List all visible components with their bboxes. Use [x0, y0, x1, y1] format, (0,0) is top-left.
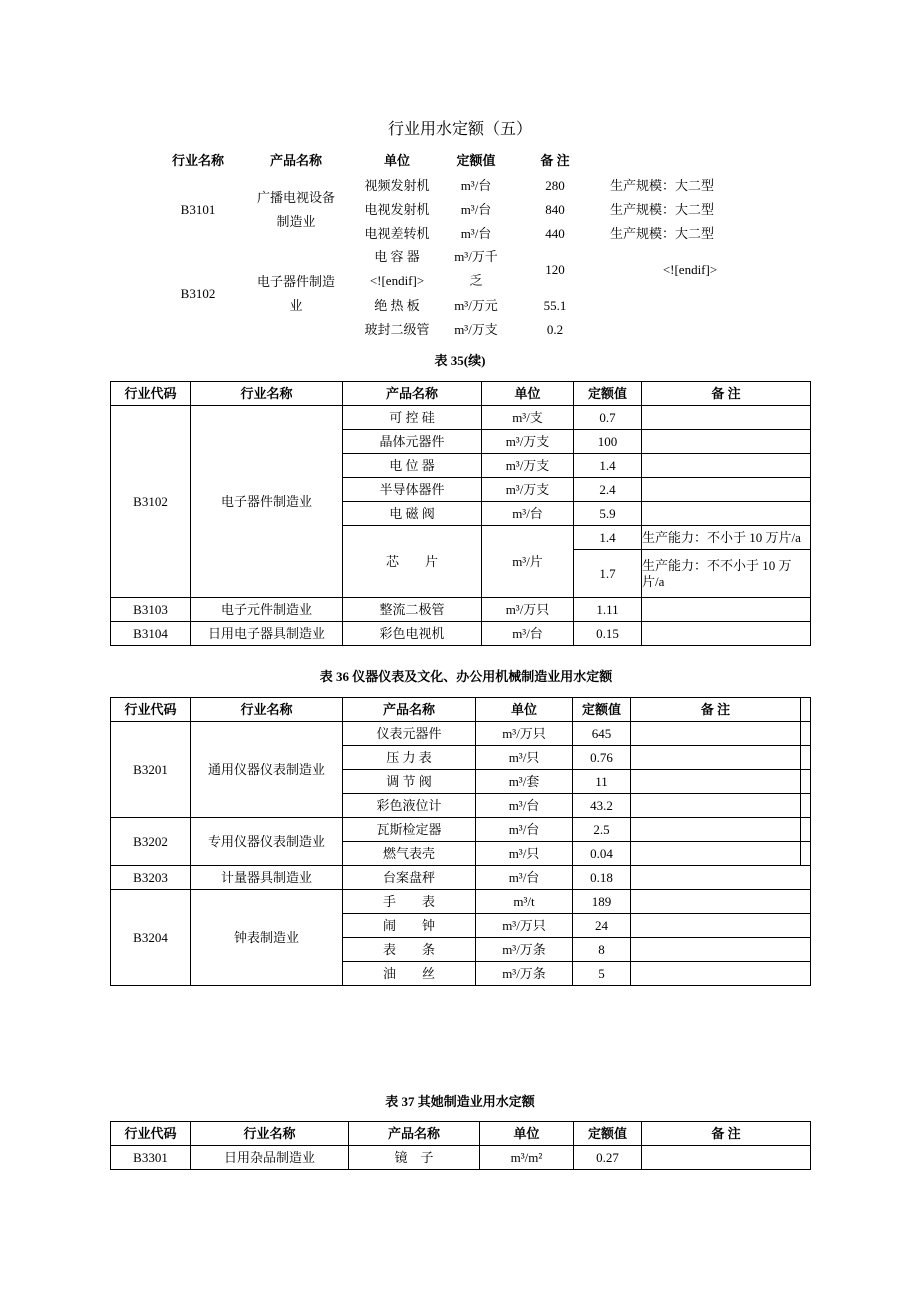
- industry-name: 日用电子器具制造业: [191, 622, 343, 646]
- product: 彩色液位计: [343, 794, 476, 818]
- note: [631, 962, 811, 986]
- header-row: [111, 382, 811, 406]
- value: 120: [545, 262, 565, 277]
- value: 280: [545, 178, 565, 193]
- table-37-caption: 表 37 其她制造业用水定额: [385, 1094, 535, 1109]
- product: 视频发射机: [364, 178, 430, 193]
- unit: m³/t: [476, 890, 573, 914]
- unit: m³/万元: [454, 298, 498, 313]
- unit: m³/万条: [476, 938, 573, 962]
- value: 5: [573, 962, 631, 986]
- product: 台案盘秤: [343, 866, 476, 890]
- product: 芯 片: [343, 526, 482, 598]
- unit: m³/只: [476, 746, 573, 770]
- table-35-caption: 表 35(续): [434, 353, 486, 368]
- industry-name: 电子器件制造: [256, 274, 336, 289]
- value: 0.27: [574, 1146, 642, 1170]
- industry-code: B3204: [111, 890, 191, 986]
- note: [631, 938, 811, 962]
- note: [642, 406, 811, 430]
- value: 645: [573, 722, 631, 746]
- product: 调 节 阀: [343, 770, 476, 794]
- unit: m³/m²: [480, 1146, 574, 1170]
- product: 手 表: [343, 890, 476, 914]
- column-header: 备 注: [631, 698, 801, 722]
- note: [631, 842, 801, 866]
- industry-name: 专用仪器仪表制造业: [191, 818, 343, 866]
- value: 24: [573, 914, 631, 938]
- table-36-caption: 表 36 仪器仪表及文化、办公用机械制造业用水定额: [319, 669, 613, 684]
- product: 可 控 硅: [343, 406, 482, 430]
- extra-cell: [801, 722, 811, 746]
- value: 11: [573, 770, 631, 794]
- col-header: 单位: [383, 153, 411, 168]
- product: 绝 热 板: [374, 298, 420, 313]
- note: [631, 890, 811, 914]
- unit: m³/万支: [482, 430, 574, 454]
- product: 电 容 器: [374, 249, 420, 264]
- unit: m³/台: [460, 226, 492, 241]
- note: [631, 818, 801, 842]
- column-header: 单位: [482, 382, 574, 406]
- table-row: [111, 622, 811, 646]
- column-header: 行业代码: [111, 382, 191, 406]
- product: 瓦斯检定器: [343, 818, 476, 842]
- unit: m³/台: [476, 794, 573, 818]
- value: 5.9: [574, 502, 642, 526]
- column-header: 行业名称: [191, 382, 343, 406]
- industry-name: 日用杂品制造业: [191, 1146, 349, 1170]
- col-header: 产品名称: [269, 153, 323, 168]
- industry-code: B3203: [111, 866, 191, 890]
- column-header: 定额值: [574, 1122, 642, 1146]
- value: 2.5: [573, 818, 631, 842]
- unit: m³/只: [476, 842, 573, 866]
- col-header: 定额值: [456, 153, 496, 168]
- unit: m³/万支: [454, 322, 498, 337]
- value: 440: [545, 226, 565, 241]
- product: 燃气表壳: [343, 842, 476, 866]
- note: [631, 866, 811, 890]
- value: 840: [545, 202, 565, 217]
- note: [631, 746, 801, 770]
- note: <![endif]>: [662, 262, 718, 277]
- value: 1.4: [574, 526, 642, 550]
- header-row: [111, 1122, 811, 1146]
- value: 55.1: [543, 298, 567, 313]
- extra-cell: [801, 770, 811, 794]
- note: [642, 478, 811, 502]
- product: 电视差转机: [364, 226, 430, 241]
- note: [642, 430, 811, 454]
- unit: m³/台: [476, 866, 573, 890]
- note: [631, 722, 801, 746]
- product: 电 位 器: [343, 454, 482, 478]
- unit: m³/套: [476, 770, 573, 794]
- unit: m³/台: [482, 622, 574, 646]
- unit: m³/台: [460, 202, 492, 217]
- unit: 乏: [469, 273, 483, 288]
- table-row: [111, 890, 811, 914]
- industry-code: B3301: [111, 1146, 191, 1170]
- table-row: [111, 598, 811, 622]
- note: 生产规模：大二型: [609, 178, 715, 193]
- industry-name: 电子器件制造业: [191, 406, 343, 598]
- column-header: 产品名称: [349, 1122, 480, 1146]
- table-row: [111, 406, 811, 430]
- unit: m³/万支: [482, 454, 574, 478]
- column-header: 行业名称: [191, 698, 343, 722]
- value: 0.15: [574, 622, 642, 646]
- column-header: 定额值: [574, 382, 642, 406]
- unit: m³/万条: [476, 962, 573, 986]
- value: 0.7: [574, 406, 642, 430]
- note: [631, 794, 801, 818]
- extra-cell: [801, 842, 811, 866]
- product: 玻封二级管: [364, 322, 430, 337]
- column-header: 单位: [480, 1122, 574, 1146]
- industry-code: B3101: [180, 202, 216, 217]
- product: 仪表元器件: [343, 722, 476, 746]
- page-title: 行业用水定额（五）: [387, 121, 533, 138]
- product: 半导体器件: [343, 478, 482, 502]
- table-row: [111, 818, 811, 842]
- value: 0.2: [546, 322, 564, 337]
- note: [642, 622, 811, 646]
- column-header: 产品名称: [343, 382, 482, 406]
- header-row: [111, 698, 811, 722]
- value: 43.2: [573, 794, 631, 818]
- value: 0.18: [573, 866, 631, 890]
- product: 闹 钟: [343, 914, 476, 938]
- column-header: 单位: [476, 698, 573, 722]
- extra-cell: [801, 818, 811, 842]
- table-36: [110, 697, 811, 986]
- value: 1.11: [574, 598, 642, 622]
- note: [642, 1146, 811, 1170]
- table-row: [111, 866, 811, 890]
- unit: m³/万支: [482, 478, 574, 502]
- column-header: 行业代码: [111, 698, 191, 722]
- unit: m³/台: [476, 818, 573, 842]
- unit: m³/万只: [476, 722, 573, 746]
- column-header: 备 注: [642, 382, 811, 406]
- value: 0.76: [573, 746, 631, 770]
- column-header: 行业名称: [191, 1122, 349, 1146]
- unit: m³/万只: [482, 598, 574, 622]
- product: <![endif]>: [369, 273, 425, 288]
- industry-code: B3103: [111, 598, 191, 622]
- column-header: 定额值: [573, 698, 631, 722]
- extra-cell: [801, 698, 811, 722]
- table-row: [111, 722, 811, 746]
- note: 生产能力：不小于 10 万片/a: [642, 526, 811, 550]
- industry-name: 制造业: [276, 214, 316, 229]
- unit: m³/台: [460, 178, 492, 193]
- value: 2.4: [574, 478, 642, 502]
- industry-name: 电子元件制造业: [191, 598, 343, 622]
- note: 生产规模：大二型: [609, 202, 715, 217]
- value: 1.4: [574, 454, 642, 478]
- note: [631, 770, 801, 794]
- product: 电视发射机: [364, 202, 430, 217]
- product: 彩色电视机: [343, 622, 482, 646]
- product: 镜 子: [349, 1146, 480, 1170]
- industry-code: B3102: [111, 406, 191, 598]
- note: 生产能力：不不小于 10 万片/a: [642, 550, 811, 598]
- value: 100: [574, 430, 642, 454]
- unit: m³/片: [482, 526, 574, 598]
- industry-name: 通用仪器仪表制造业: [191, 722, 343, 818]
- industry-code: B3202: [111, 818, 191, 866]
- column-header: 行业代码: [111, 1122, 191, 1146]
- industry-name: 业: [289, 298, 303, 313]
- industry-code: B3201: [111, 722, 191, 818]
- col-header: 备 注: [540, 153, 570, 168]
- note: 生产规模：大二型: [609, 226, 715, 241]
- product: 电 磁 阀: [343, 502, 482, 526]
- industry-code: B3104: [111, 622, 191, 646]
- product: 油 丝: [343, 962, 476, 986]
- value: 0.04: [573, 842, 631, 866]
- note: [642, 454, 811, 478]
- note: [631, 914, 811, 938]
- unit: m³/万只: [476, 914, 573, 938]
- unit: m³/支: [482, 406, 574, 430]
- unit: m³/万千: [454, 249, 498, 264]
- product: 整流二极管: [343, 598, 482, 622]
- table-35: [110, 381, 811, 646]
- industry-name: 钟表制造业: [191, 890, 343, 986]
- value: 8: [573, 938, 631, 962]
- extra-cell: [801, 746, 811, 770]
- note: [642, 598, 811, 622]
- extra-cell: [801, 794, 811, 818]
- column-header: 产品名称: [343, 698, 476, 722]
- col-header: 行业名称: [171, 153, 225, 168]
- industry-name: 广播电视设备: [256, 190, 336, 205]
- unit: m³/台: [482, 502, 574, 526]
- table-37: [110, 1121, 811, 1170]
- column-header: 备 注: [642, 1122, 811, 1146]
- industry-name: 计量器具制造业: [191, 866, 343, 890]
- table-row: [111, 1146, 811, 1170]
- product: 压 力 表: [343, 746, 476, 770]
- industry-code: B3102: [180, 286, 216, 301]
- value: 1.7: [574, 550, 642, 598]
- value: 189: [573, 890, 631, 914]
- product: 表 条: [343, 938, 476, 962]
- product: 晶体元器件: [343, 430, 482, 454]
- note: [642, 502, 811, 526]
